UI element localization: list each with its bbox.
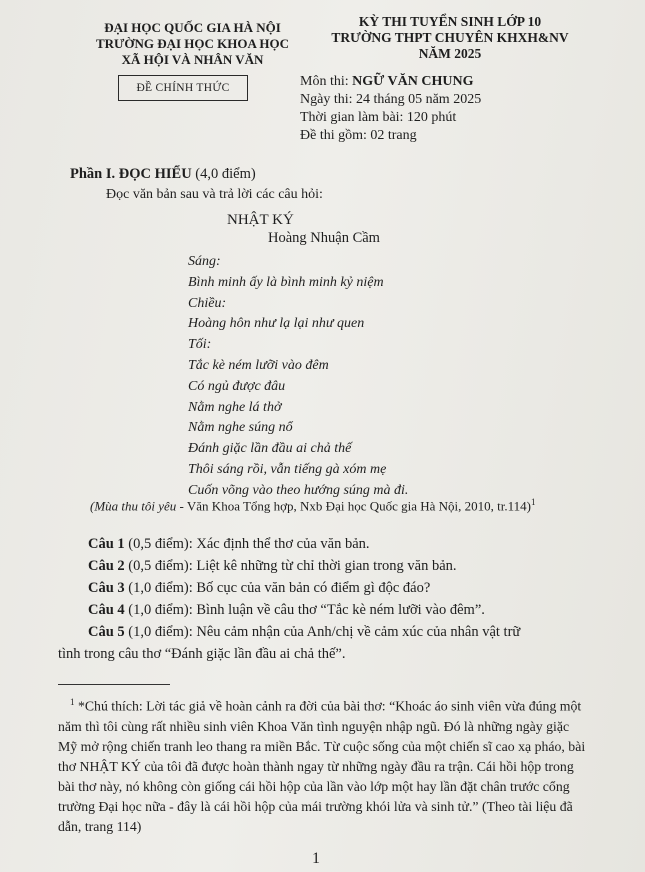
poem-line: Sáng: xyxy=(188,254,221,269)
question-text: : Bình luận về câu thơ “Tắc kè ném lưỡi vào đêm”. xyxy=(188,602,485,618)
exam-date: Ngày thi: 24 tháng 05 năm 2025 xyxy=(300,92,482,107)
question-label: Câu 2 xyxy=(88,558,125,574)
header-left-line-2: TRƯỜNG ĐẠI HỌC KHOA HỌC xyxy=(95,36,290,51)
question-points: (1,0 điểm) xyxy=(124,602,189,618)
poem-author: Hoàng Nhuận Cầm xyxy=(268,230,380,246)
header-right-line-3: NĂM 2025 xyxy=(418,46,482,61)
poem-line: Tắc kè ném lưỡi vào đêm xyxy=(188,357,329,373)
poem-title: NHẬT KÝ xyxy=(227,212,294,228)
question-text: : Nêu cảm nhận của Anh/chị về cảm xúc của nhân vật trữ xyxy=(188,624,521,640)
footnote-line xyxy=(58,692,644,717)
poem-line: Nằm nghe lá thở xyxy=(188,399,282,415)
footnote-line: năm thì tôi cùng rất nhiều sinh viên Khoa Văn tình nguyện nhập ngũ. Đó là những ngày giặc xyxy=(58,718,570,734)
section-title-label: Phần I. ĐỌC HIỂU xyxy=(70,166,192,182)
poem-line: Có ngủ được đâu xyxy=(188,378,286,394)
exam-header xyxy=(305,14,595,62)
poem-line: Chiều: xyxy=(188,295,227,311)
poem-line: Tối: xyxy=(188,337,212,353)
question-5-continued: tình trong câu thơ “Đánh giặc lần đầu ai chả thế”. xyxy=(58,646,346,662)
footnote-line: Mỹ mở rộng chiến tranh leo thang ra miền Bắc. Từ cuộc sống của một chiến sĩ cao xạ pháo, bài xyxy=(58,738,586,754)
question-3 xyxy=(58,577,638,599)
footnote-text: *Chú thích: Lời tác giả về hoàn cảnh ra đời của bài thơ: “Khoác áo sinh viên vừa đúng một xyxy=(74,698,582,714)
subject-label: Môn thi: xyxy=(300,74,353,89)
reading-instruction: Đọc văn bản sau và trả lời các câu hỏi: xyxy=(106,187,323,202)
question-text: : Bố cục của văn bản có điểm gì độc đáo? xyxy=(188,580,431,596)
footnote-line: thơ NHẬT KÝ của tôi đã được hoàn thành ngay từ những ngày đầu ra trận. Cái hồi hộp trong xyxy=(58,758,574,774)
exam-info xyxy=(300,73,481,145)
question-4 xyxy=(58,599,638,621)
page-number: 1 xyxy=(312,850,320,867)
footnote-line: dẫn, trang 114) xyxy=(58,818,142,834)
poem-source xyxy=(90,497,536,514)
footnote-line: bài thơ này, nó không còn giống cái hồi hộp của lần vào lớp một hay lần đặt chân trước cổng xyxy=(58,778,570,794)
section-points: (4,0 điểm) xyxy=(191,166,256,182)
footnote-ref: 1 xyxy=(531,497,536,507)
question-2 xyxy=(58,555,638,577)
poem-line: Đánh giặc lần đầu ai chả thế xyxy=(188,441,352,457)
footnote-line: trường Đại học nữa - đây là cái hồi hộp của mái trường khói lửa và sinh tử.” (Theo tài liệu đã xyxy=(58,798,573,814)
exam-duration: Thời gian làm bài: 120 phút xyxy=(300,110,457,125)
question-1 xyxy=(58,533,638,555)
question-points: (0,5 điểm) xyxy=(124,558,189,574)
question-list xyxy=(58,533,638,665)
source-details: - Văn Khoa Tổng hợp, Nxb Đại học Quốc gia Hà Nội, 2010, tr.114) xyxy=(176,498,531,514)
question-label: Câu 3 xyxy=(88,580,125,596)
header-left-line-3: XÃ HỘI VÀ NHÂN VĂN xyxy=(121,52,264,67)
subject-name: NGỮ VĂN CHUNG xyxy=(352,74,474,89)
poem-line: Cuốn võng vào theo hướng súng mà đi. xyxy=(188,482,409,498)
poem-line: Hoàng hôn như lạ lại như quen xyxy=(188,316,365,332)
question-points: (0,5 điểm) xyxy=(124,536,189,552)
question-label: Câu 4 xyxy=(88,602,125,618)
university-header xyxy=(90,20,295,68)
header-right-line-2: TRƯỜNG THPT CHUYÊN KHXH&NV xyxy=(331,30,569,45)
question-label: Câu 1 xyxy=(88,536,125,552)
subject-line xyxy=(300,73,481,91)
poem-line: Nằm nghe súng nổ xyxy=(188,420,293,436)
poem-line: Bình minh ấy là bình minh kỷ niệm xyxy=(188,274,384,290)
source-book-title: (Mùa thu tôi yêu xyxy=(90,498,177,514)
footnote-mark: 1 xyxy=(70,697,75,707)
header-left-line-1: ĐẠI HỌC QUỐC GIA HÀ NỘI xyxy=(104,20,281,35)
question-text: : Liệt kê những từ chỉ thời gian trong văn bản. xyxy=(188,558,457,574)
question-label: Câu 5 xyxy=(88,624,125,640)
question-points: (1,0 điểm) xyxy=(124,580,189,596)
question-5 xyxy=(58,621,638,643)
question-text: : Xác định thể thơ của văn bản. xyxy=(188,536,370,552)
section-title xyxy=(70,166,256,183)
question-points: (1,0 điểm) xyxy=(124,624,189,640)
footnote-divider xyxy=(58,684,170,685)
header-right-line-1: KỲ THI TUYỂN SINH LỚP 10 xyxy=(358,14,542,29)
footnote xyxy=(58,692,644,837)
exam-page-count: Đề thi gồm: 02 trang xyxy=(300,128,417,143)
official-exam-box: ĐỀ CHÍNH THỨC xyxy=(118,75,248,101)
poem-line: Thôi sáng rồi, vẫn tiếng gà xóm mẹ xyxy=(188,461,387,477)
poem-body xyxy=(188,252,408,502)
